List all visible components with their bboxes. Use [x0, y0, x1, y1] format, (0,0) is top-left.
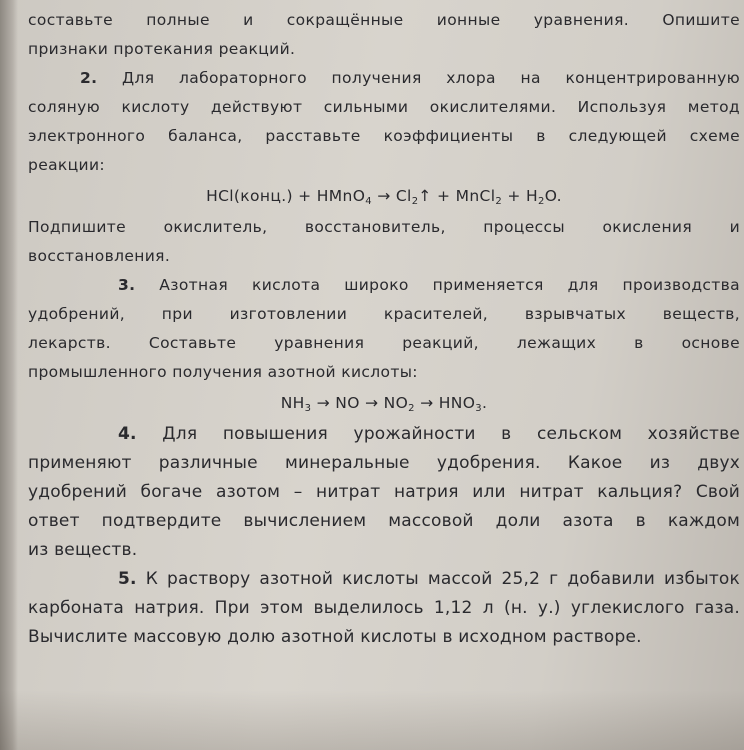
text-line: лекарств. Составьте уравнения реакций, лежащих в основе	[28, 334, 740, 352]
task-3-heading	[28, 271, 740, 300]
text-line: признаки протекания реакций.	[28, 40, 296, 58]
text-line: соляную кислоту действуют сильными окислителями. Используя метод	[28, 98, 740, 116]
text-line: Азотная кислота широко применяется для производства	[159, 276, 740, 294]
task-number: 3.	[118, 276, 136, 294]
formula-part: NH	[280, 394, 305, 412]
text-line: карбоната натрия. При этом выделилось 1,12 л (н. у.) углекислого газа.	[28, 598, 740, 618]
text-line: ответ подтвердите вычислением массовой доли азота в каждом	[28, 511, 740, 531]
formula-part: HCl(конц.) + HMnO	[206, 187, 366, 205]
formula-subscript: 2	[538, 196, 545, 207]
text-line: удобрений, при изготовлении красителей, взрывчатых веществ,	[28, 305, 740, 323]
task-number: 2.	[80, 69, 98, 87]
text-line: электронного баланса, расставьте коэффициенты в следующей схеме	[28, 127, 740, 145]
formula-part: → Cl	[371, 187, 412, 205]
text-line: промышленного получения азотной кислоты:	[28, 363, 418, 381]
formula-subscript: 3	[304, 403, 312, 414]
formula-part: ↑ + MnCl	[418, 187, 496, 205]
text-line: К раствору азотной кислоты массой 25,2 г добавили избыток	[145, 569, 740, 589]
formula-part: O.	[544, 187, 562, 205]
formula-part: + H	[502, 187, 539, 205]
reaction-scheme	[28, 180, 740, 213]
formula-subscript: 3	[475, 403, 482, 414]
text-line: Подпишите окислитель, восстановитель, процессы окисления и	[28, 218, 740, 236]
text-line: удобрений богаче азотом – нитрат натрия или нитрат кальция? Свой	[28, 482, 740, 502]
task-4-heading	[28, 420, 740, 449]
task-number: 4.	[118, 424, 137, 444]
text-line: восстановления.	[28, 247, 171, 265]
text-line: Вычислите массовую долю азотной кислоты в исходном растворе.	[28, 627, 642, 647]
task-number: 5.	[118, 569, 137, 589]
formula-part: → NO → NO	[311, 394, 409, 412]
formula-part: .	[482, 394, 488, 412]
formula-part: → HNO	[414, 394, 476, 412]
formula-subscript: 4	[365, 196, 372, 207]
text-line: из веществ.	[28, 540, 138, 560]
reaction-chain	[28, 387, 740, 420]
text-line: реакции:	[28, 156, 105, 174]
formula-subscript: 2	[495, 196, 503, 207]
formula-subscript: 2	[408, 403, 415, 414]
task-2-heading	[28, 64, 740, 93]
task-5-heading	[28, 565, 740, 594]
bottom-shadow	[0, 690, 744, 750]
text-line: Для лабораторного получения хлора на концентрированную	[122, 69, 740, 87]
page-edge-shadow	[0, 0, 18, 750]
text-line: применяют различные минеральные удобрения. Какое из двух	[28, 453, 740, 473]
text-line: Для повышения урожайности в сельском хозяйстве	[162, 424, 740, 444]
text-line: составьте полные и сокращённые ионные уравнения. Опишите	[28, 11, 740, 29]
formula-subscript: 2	[411, 196, 419, 207]
document-text	[28, 6, 740, 652]
